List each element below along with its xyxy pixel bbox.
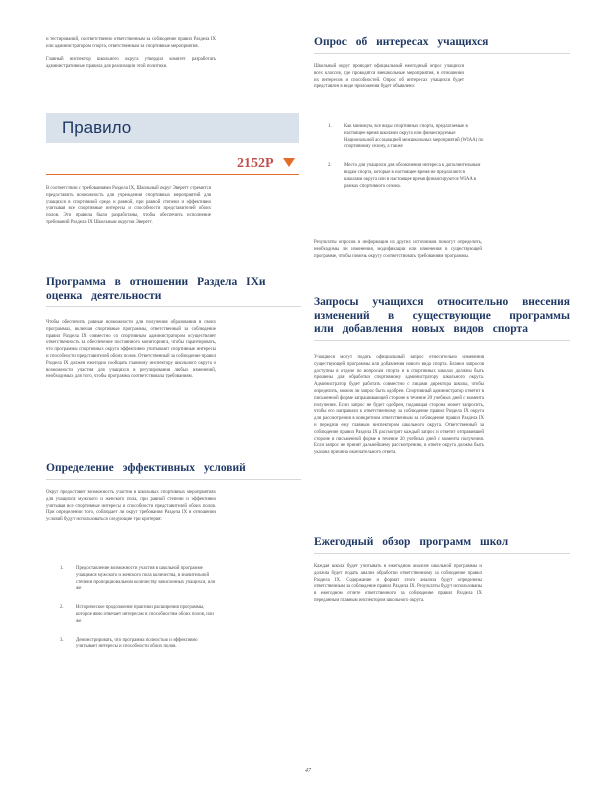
section-title-survey: Опрос об интересах учащихся (314, 36, 570, 54)
rule-divider (46, 174, 299, 175)
list-item: 3. Демонстрировать, что программа полностью и эффективно учитывает интересы и способности обоих полов. (60, 637, 198, 650)
list-item: 1. Предоставление возможности участия в школьной программе учащимся мужского и женского пола количества, в значительной степени пропорциональном количеству зачисленных учащихся, или же (60, 566, 216, 592)
section-requests-paragraph: Учащиеся могут подать официальный запрос относительно изменения существующей программы или добавления нового вида спорта. Бланки запросов доступны в отделе по вопросам спорта и в спортивных школах должны быть прошены для обработки спортивному администратору школьного округа. Администратор будет работать совместно с лицами директора школы, чтобы определить, можно ли запрос быть одобрен. Спортивный администратор ответит в письменной форме запрашивающей стороне в течение 20 учебных дней с момента получения. Если запрос не будет одобрен, подающая сторона может запросить, чтобы его направили к ответственному за соблюдение правил Раздела IX округа для рассмотрения в конкретном ответственным за соблюдение правил Раздела IX и передачи ему главным инспектором школьного округа. Ответственный за соблюдение правил Раздела IX рассмотрит каждый запрос и ответит отправившей стороне в письменной форме в течение 20 учебных дней с момента получения. Если запрос не принят дальнейшему рассмотрению, в ответе округа должна быть указана причина окончательного ответа. (314, 355, 484, 456)
section-title-conditions: Определение эффективных условий (46, 462, 301, 480)
intro-paragraph: и тестирований, соответственно ответственным за соблюдение правил Раздела IX или администратором спорта, ответственным за спортивные мероприятия. Главный инспектор школьного округа утвердил комитет разработать административные правила для реализации этой политики. (46, 37, 216, 70)
section-annual-review-paragraph: Каждая школа будет учитывать в ежегодном анализе школьной программы и должна будет подать анализ обработки ответственному за соблюдение правил Раздела IX. Содержание и формат этого анализа будут определены ответственным за соблюдение правил Раздела IX. Результаты будут использованы в ежегодном отчете ответственного за соблюдение правил Раздела IX переданным главным инспектором школьного округа. (314, 564, 482, 603)
survey-list (314, 124, 514, 190)
rule-paragraph: В соответствии с требованиями Раздела IX, Школьный округ Эверетт стремится предоставить возможность для учреждения спортивных мероприятий для учащихся в спортивной среде и равной, при равной степени и эффективно учитывая все спортивные интересы и способности представителей обоих полов. Эти правила были разработаны, чтобы обеспечить исполнение требований Раздела IX Школьным округом Эверетт. (46, 186, 211, 225)
section-title-program: Программа в отношении Раздела IXи оценка деятельности (46, 276, 301, 307)
list-item: 2. Место для учащихся для обозначения интереса к дополнительным видам спорта, которые в настоящее время не предлагаются школами округа или в настоящее время финансируются WIAA в рамках спортивного сезона. (328, 163, 481, 189)
section-conditions-paragraph: Округ предоставит возможность участия в школьных спортивных мероприятиях для учащихся мужского и женского пола, при равной степени и эффективно учитывая все спортивные интересы и способности представителей обоих полов. При определении того, соблюдает ли округ требования Раздела IX в отношении условий будут использоваться следующие три критерия: (46, 490, 216, 523)
section-title-requests: Запросы учащихся относительно внесения изменений в существующие программы или добавления новых видов спорта (314, 296, 570, 341)
section-survey-paragraph: Школьный округ проводит официальный ежегодный опрос учащихся всех классов, где проводятся внешкольные мероприятия, в отношении их интересов и способностей. Опрос об интересах учащихся будет представлен в виде приложения будет объявлено: (314, 64, 464, 90)
rule-number: 2152P (237, 156, 274, 171)
criteria-list (46, 566, 246, 651)
section-program-paragraph: Чтобы обеспечить равные возможности для получения образования в своих программах, включая спортивные программы, ответственный за соблюдение правил Раздела IX совместно со спортивным администратором осуществляет ответственность за обеспечение постоянного мониторинга, чтобы гарантировать, что программы спортивных округа эффективно учитывают спортивные интересы и способности представителей обоих полов. Ответственный за соблюдение правил Раздела IX должен ежегодно сообщать главному инспектору школьного округа о возможности участия для учащихся в регулирования любых изменений, необходимых для того, чтобы программа соответствовала требованиям. (46, 320, 216, 380)
section-survey-after: Результаты опросов и информация из других источников помогут определить, необходимы ли изменения, модификации или изменения в существующей программе, чтобы помочь округу соответствовать требованиям программы. (314, 240, 482, 259)
list-item: 1. Как минимум, все виды спортивных спорта, предлагаемые в настоящее время школами округа или финансируемые Национальной ассоциацией межшкольных мероприятий (WIAA) по спортивному сезону, а также (328, 124, 484, 150)
rule-title: Правило (62, 118, 132, 137)
section-title-annual-review: Ежегодный обзор программ школ (314, 536, 570, 554)
triangle-down-icon (283, 158, 295, 167)
page-number: 47 (305, 768, 311, 774)
list-item: 2. Историческое продолжение практики расширения программы, которое явно отвечает интересам и способностям обоих полов, или же (60, 605, 214, 624)
